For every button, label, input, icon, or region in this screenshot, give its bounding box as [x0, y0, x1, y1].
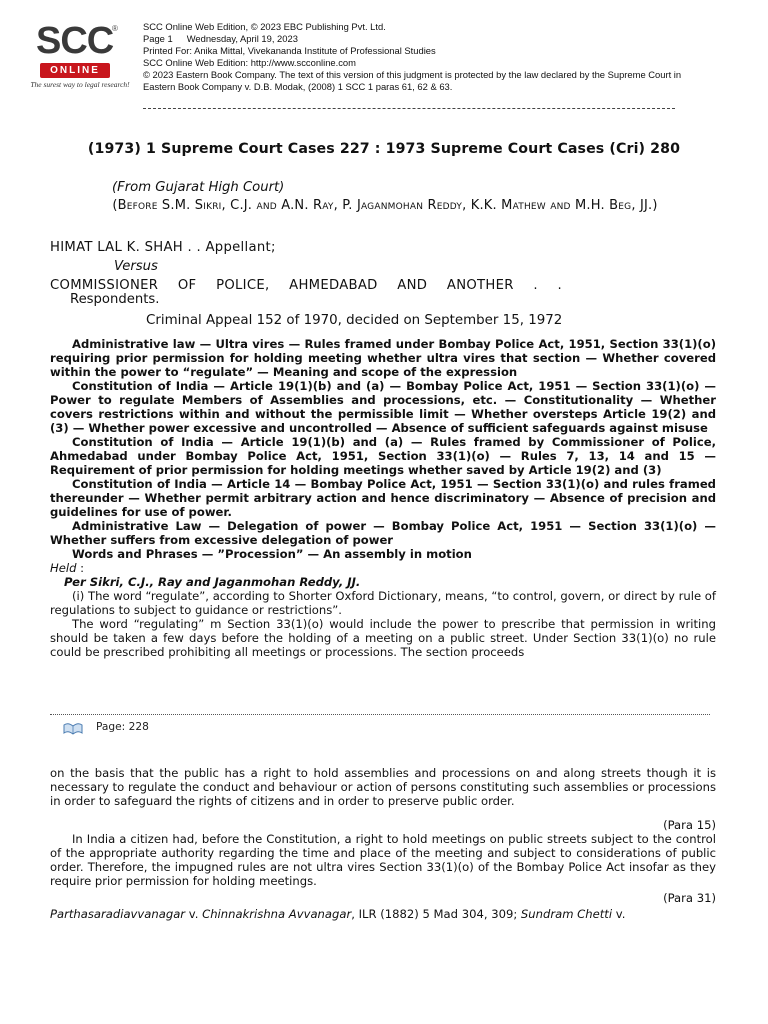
cited-case: Chinnakrishna Avvanagar [202, 907, 352, 921]
held-label: Held [50, 561, 77, 575]
case-citation: (1973) 1 Supreme Court Cases 227 : 1973 Supreme Court Cases (Cri) 280 [87, 141, 681, 157]
held-paragraph: The word “regulating” m Section 33(1)(o) would include the power to prescribe that permission in writing should be taken a few days before the holding of a meeting on a public street. Under Section 33(1)(o) no rule could be prescribed prohibiting all meetings or processions. The section proceeds [50, 617, 716, 659]
logo-registered-mark: ® [112, 24, 118, 33]
held-paragraph: (i) The word “regulate”, according to Shorter Oxford Dictionary, means, “to control, govern, or direct by rule of regulations to subject to guidance or restrictions”. [50, 589, 716, 617]
cite-text: , ILR (1882) 5 Mad 304, 309; [351, 907, 521, 921]
logo-tagline: The surest way to legal research! [30, 80, 130, 89]
held-heading [50, 561, 716, 575]
headnote: Administrative Law — Delegation of power — Bombay Police Act, 1951 — Section 33(1)(o) — Whether suffers from excessive delegation of power [50, 519, 716, 547]
printed-for-line: Printed For: Anika Mittal, Vivekananda Institute of Professional Studies [143, 45, 436, 56]
page-break-rule [50, 714, 710, 715]
appellant: HIMAT LAL K. SHAH . . Appellant; [50, 240, 276, 255]
respondent-label: Respondents. [70, 292, 160, 307]
cited-case: Parthasaradiavvanagar [50, 907, 186, 921]
print-date: Wednesday, April 19, 2023 [186, 33, 298, 44]
respondent: COMMISSIONER OF POLICE, AHMEDABAD AND ANOTHER . . [50, 278, 562, 293]
page-marker-label: Page: 228 [96, 721, 149, 733]
headnote: Administrative law — Ultra vires — Rules framed under Bombay Police Act, 1951, Section 33(1)(o) requiring prior permission for holding meeting whether ultra vires that section — Whether covered within the power to “regulate” — Meaning and scope of the expression [50, 337, 716, 379]
headnote: Constitution of India — Article 19(1)(b) and (a) — Bombay Police Act, 1951 — Section 33(1)(o) — Power to regulate Members of Assemblies and processions, etc. — Constitutionality — Whether covers restrictions within and without the permissible limit — Whether oversteps Article 19(2) and (3) — Whether power excessive and uncontrolled — Absence of sufficient safeguards against misuse [50, 379, 716, 435]
print-metadata [143, 21, 688, 93]
held-colon: : [76, 561, 85, 575]
citation-line [50, 907, 716, 921]
publisher-line: SCC Online Web Edition, © 2023 EBC Publishing Pvt. Ltd. [143, 21, 386, 32]
continued-paragraph: on the basis that the public has a right to hold assemblies and processions on and along streets though it is necessary to regulate the conduct and behaviour or action of persons constituting such assemblies or processions in order to safeguard the rights of citizens and in order to preserve public order. [50, 766, 716, 808]
logo-scc-text: SCC [36, 20, 114, 62]
held-section [50, 561, 716, 659]
cite-text: v. [612, 907, 626, 921]
continued-section [50, 766, 716, 921]
held-judges: Per Sikri, C.J., Ray and Jaganmohan Reddy, JJ. [64, 575, 361, 589]
page-number: Page 1 [143, 33, 173, 44]
headnote: Constitution of India — Article 19(1)(b) and (a) — Rules framed by Commissioner of Police, Ahmedabad under Bombay Police Act, 1951, Section 33(1)(o) — Rules 7, 13, 14 and 15 — Requirement of prior permission for holding meetings whether saved by Article 19(2) and (3) [50, 435, 716, 477]
continued-paragraph: In India a citizen had, before the Constitution, a right to hold meetings on public streets subject to the control of the appropriate authority regarding the time and place of the meeting and subject to considerations of public order. Therefore, the impugned rules are not ultra vires Section 33(1)(o) of the Bombay Police Act insofar as they require prior permission for holding meetings. [50, 832, 716, 888]
web-edition-line: SCC Online Web Edition: http://www.scconline.com [143, 57, 356, 68]
para-reference: (Para 31) [663, 891, 716, 905]
scc-online-logo [24, 20, 136, 98]
copyright-notice: © 2023 Eastern Book Company. The text of this version of this judgment is protected by the law declared by the Supreme Court in Eastern Book Company v. D.B. Modak, (2008) 1 SCC 1 paras 61, 62 & 63. [143, 69, 682, 92]
para-reference: (Para 15) [663, 818, 716, 832]
appeal-details: Criminal Appeal 152 of 1970, decided on September 15, 1972 [146, 313, 563, 328]
headnotes-section [50, 337, 716, 659]
versus: Versus [114, 259, 158, 274]
headnote: Constitution of India — Article 14 — Bombay Police Act, 1951 — Section 33(1)(o) and rules framed thereunder — Whether permit arbitrary action and hence discriminatory — Absence of precision and guidelines for use of power. [50, 477, 716, 519]
cite-text: v. [185, 907, 203, 921]
page-date-line [143, 33, 688, 45]
court-of-origin: (From Gujarat High Court) [112, 180, 285, 195]
header-divider [143, 108, 675, 109]
headnotes [50, 337, 716, 561]
headnote: Words and Phrases — ”Procession” — An assembly in motion [72, 547, 472, 561]
book-icon [62, 721, 84, 735]
bench: (Before S.M. Sikri, C.J. and A.N. Ray, P. Jaganmohan Reddy, K.K. Mathew and M.H. Beg, JJ.) [112, 198, 658, 213]
cited-case: Sundram Chetti [520, 907, 613, 921]
logo-online-badge: ONLINE [40, 63, 110, 78]
